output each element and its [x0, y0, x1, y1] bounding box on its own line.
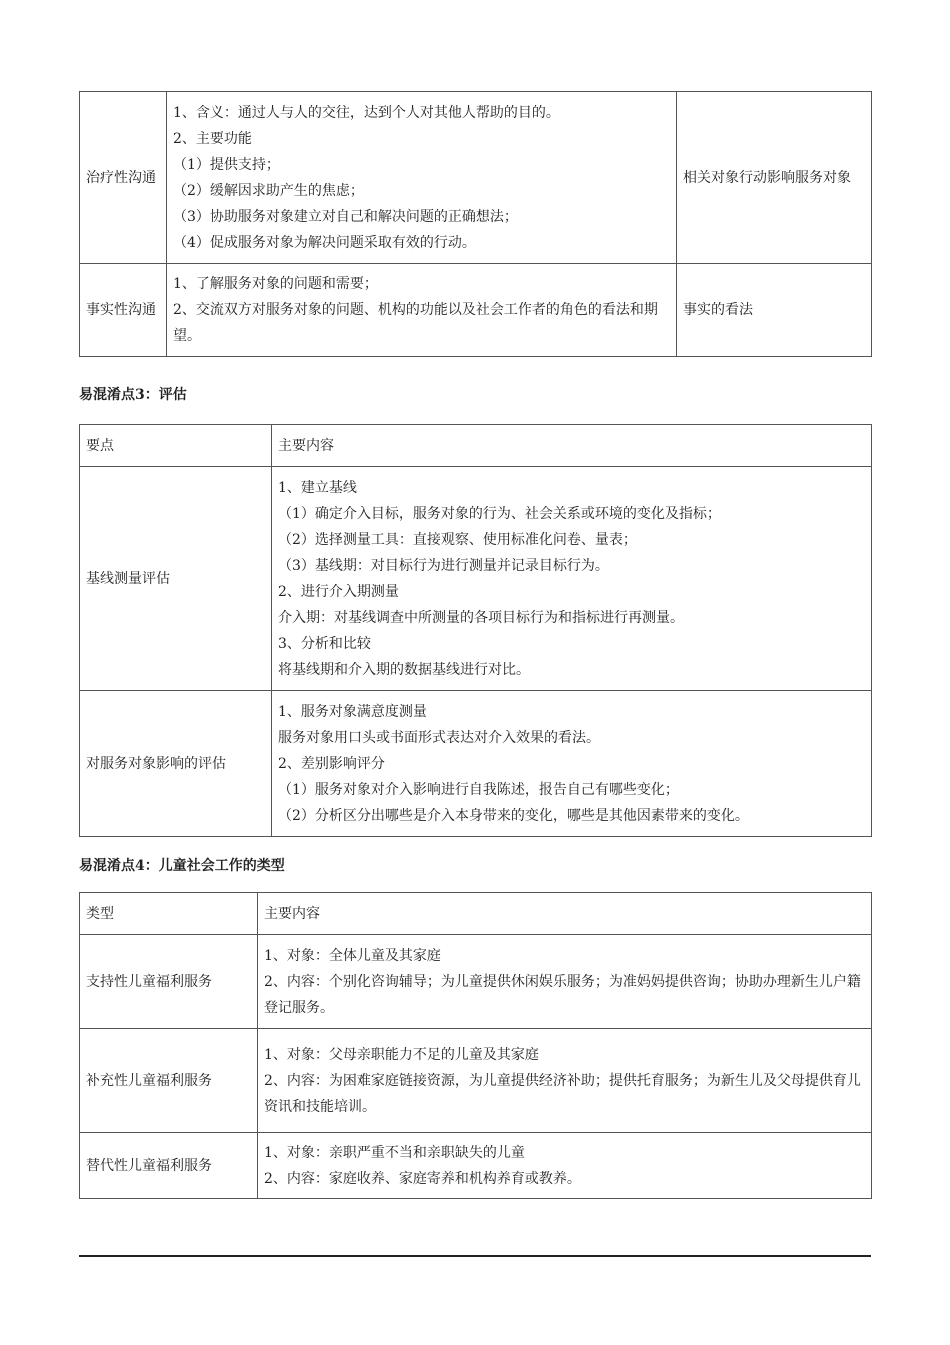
content-line: 2、内容：家庭收养、家庭寄养和机构养育或教养。: [264, 1170, 581, 1187]
table-row: [80, 264, 872, 357]
table-row: [80, 467, 872, 691]
content-line: （1）确定介入目标，服务对象的行为、社会关系或环境的变化及指标；: [278, 505, 721, 522]
content-line: 2、内容：为困难家庭链接资源，为儿童提供经济补助；提供托育服务；为新生儿及父母提供育儿资讯和技能培训。: [264, 1072, 861, 1115]
section4-heading: 易混淆点4：儿童社会工作的类型: [79, 858, 285, 874]
table-row: [80, 1133, 872, 1199]
content-line: 2、主要功能: [173, 130, 252, 147]
section3-heading: 易混淆点3：评估: [79, 387, 187, 403]
table-row: [80, 691, 872, 837]
content-line: （4）促成服务对象为解决问题采取有效的行动。: [173, 234, 476, 251]
content-line: 1、含义：通过人与人的交往，达到个人对其他人帮助的目的。: [173, 104, 560, 121]
row-type-cell: 支持性儿童福利服务: [80, 935, 258, 1029]
row-note-cell: 事实的看法: [677, 264, 872, 357]
content-line: 1、服务对象满意度测量: [278, 703, 427, 720]
row-content-cell: [167, 264, 677, 357]
row-content-cell: [258, 1133, 872, 1199]
content-line: 1、对象：亲职严重不当和亲职缺失的儿童: [264, 1144, 525, 1161]
table-row: [80, 935, 872, 1029]
row-type-cell: 替代性儿童福利服务: [80, 1133, 258, 1199]
header-cell: 主要内容: [258, 893, 872, 935]
header-cell: 要点: [80, 425, 272, 467]
content-line: （1）提供支持；: [173, 156, 280, 173]
row-content-cell: [258, 935, 872, 1029]
content-line: 介入期：对基线调查中所测量的各项目标行为和指标进行再测量。: [278, 609, 684, 626]
row-type-cell: 事实性沟通: [80, 264, 167, 357]
evaluation-table: [79, 424, 872, 837]
content-line: （3）基线期：对目标行为进行测量并记录目标行为。: [278, 557, 609, 574]
content-line: 2、交流双方对服务对象的问题、机构的功能以及社会工作者的角色的看法和期望。: [173, 302, 658, 344]
row-content-cell: [272, 467, 872, 691]
row-point-cell: 基线测量评估: [80, 467, 272, 691]
content-line: 2、进行介入期测量: [278, 583, 399, 600]
content-line: 1、对象：全体儿童及其家庭: [264, 947, 441, 964]
communication-table: [79, 91, 872, 357]
content-line: （2）缓解因求助产生的焦虑；: [173, 182, 364, 199]
content-line: 2、差别影响评分: [278, 755, 385, 772]
content-line: （1）服务对象对介入影响进行自我陈述，报告自己有哪些变化；: [278, 781, 679, 798]
header-cell: 主要内容: [272, 425, 872, 467]
content-line: 1、建立基线: [278, 479, 357, 496]
content-line: 2、内容：个别化咨询辅导；为儿童提供休闲娱乐服务；为准妈妈提供咨询；协助办理新生儿户籍登记服务。: [264, 973, 861, 1016]
content-line: 服务对象用口头或书面形式表达对介入效果的看法。: [278, 729, 600, 746]
row-note-cell: 相关对象行动影响服务对象: [677, 92, 872, 264]
content-line: 1、了解服务对象的问题和需要；: [173, 276, 378, 292]
header-cell: 类型: [80, 893, 258, 935]
content-line: 将基线期和介入期的数据基线进行对比。: [278, 661, 530, 678]
child-welfare-table: [79, 892, 872, 1199]
row-type-cell: 补充性儿童福利服务: [80, 1029, 258, 1133]
row-content-cell: [272, 691, 872, 837]
table-row: [80, 1029, 872, 1133]
content-line: （3）协助服务对象建立对自己和解决问题的正确想法；: [173, 208, 518, 225]
row-content-cell: [258, 1029, 872, 1133]
footer-divider: [79, 1255, 871, 1257]
row-type-cell: 治疗性沟通: [80, 92, 167, 264]
content-line: （2）选择测量工具：直接观察、使用标准化问卷、量表；: [278, 531, 637, 548]
table-header-row: [80, 425, 872, 467]
content-line: （2）分析区分出哪些是介入本身带来的变化，哪些是其他因素带来的变化。: [278, 807, 749, 824]
table-header-row: [80, 893, 872, 935]
row-point-cell: 对服务对象影响的评估: [80, 691, 272, 837]
content-line: 3、分析和比较: [278, 635, 371, 652]
row-content-cell: [167, 92, 677, 264]
table-row: [80, 92, 872, 264]
content-line: 1、对象：父母亲职能力不足的儿童及其家庭: [264, 1046, 539, 1063]
